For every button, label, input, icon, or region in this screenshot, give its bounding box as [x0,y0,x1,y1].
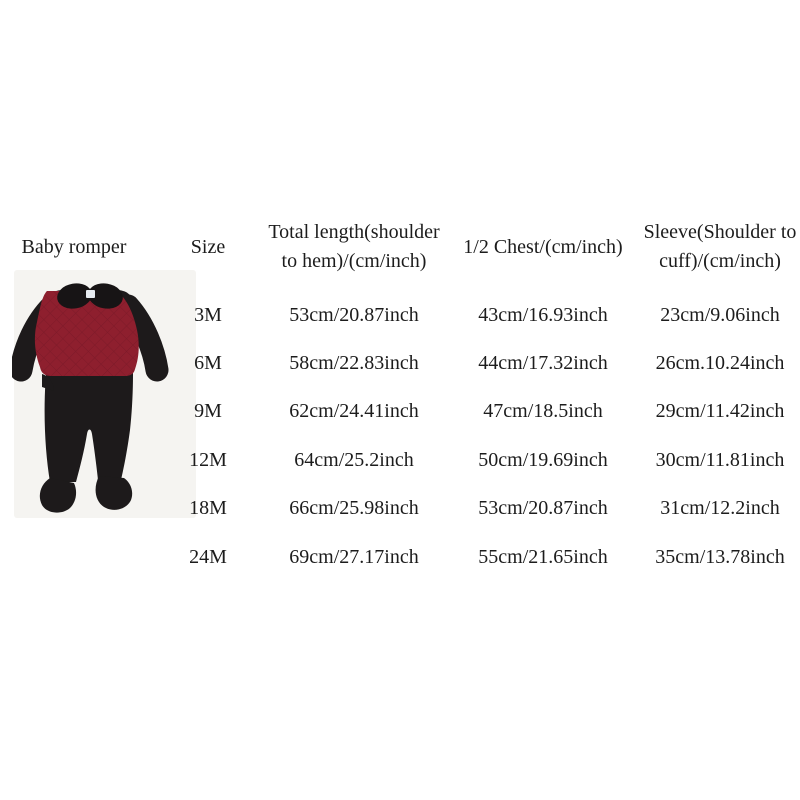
cell-size: 3M [194,303,222,326]
cell-total-length: 69cm/27.17inch [289,545,419,568]
cell-size: 12M [189,448,227,471]
cell-sleeve: 29cm/11.42inch [655,400,785,423]
romper-neck-tag [86,290,95,298]
cell-total-length: 53cm/20.87inch [289,303,419,326]
cell-sleeve: 31cm/12.2inch [660,497,780,520]
cell-total-length: 62cm/24.41inch [289,400,419,423]
cell-sleeve: 35cm/13.78inch [655,545,785,568]
cell-chest: 47cm/18.5inch [483,400,603,423]
cell-size: 9M [194,400,222,423]
cell-sleeve: 30cm/11.81inch [655,448,785,471]
cell-sleeve: 23cm/9.06inch [660,303,780,326]
cell-chest: 55cm/21.65inch [478,545,608,568]
column-header-sleeve: Sleeve(Shoulder to cuff)/(cm/inch) [643,221,797,272]
cell-chest: 53cm/20.87inch [478,497,608,520]
cell-chest: 44cm/17.32inch [478,352,608,375]
column-header-size: Size [190,235,226,258]
cell-sleeve: 26cm.10.24inch [655,352,785,375]
cell-chest: 43cm/16.93inch [478,303,608,326]
cell-chest: 50cm/19.69inch [478,448,608,471]
cell-size: 24M [189,545,227,568]
column-header-total-length: Total length(shoulder to hem)/(cm/inch) [268,221,440,272]
product-label: Baby romper [21,236,127,258]
cell-total-length: 64cm/25.2inch [294,448,414,471]
size-table-header [160,218,800,276]
cell-size: 6M [194,352,222,375]
cell-total-length: 58cm/22.83inch [289,352,419,375]
column-header-chest: 1/2 Chest/(cm/inch) [463,235,623,258]
cell-total-length: 66cm/25.98inch [289,497,419,520]
size-table-body [160,291,800,581]
cell-size: 18M [189,497,227,520]
